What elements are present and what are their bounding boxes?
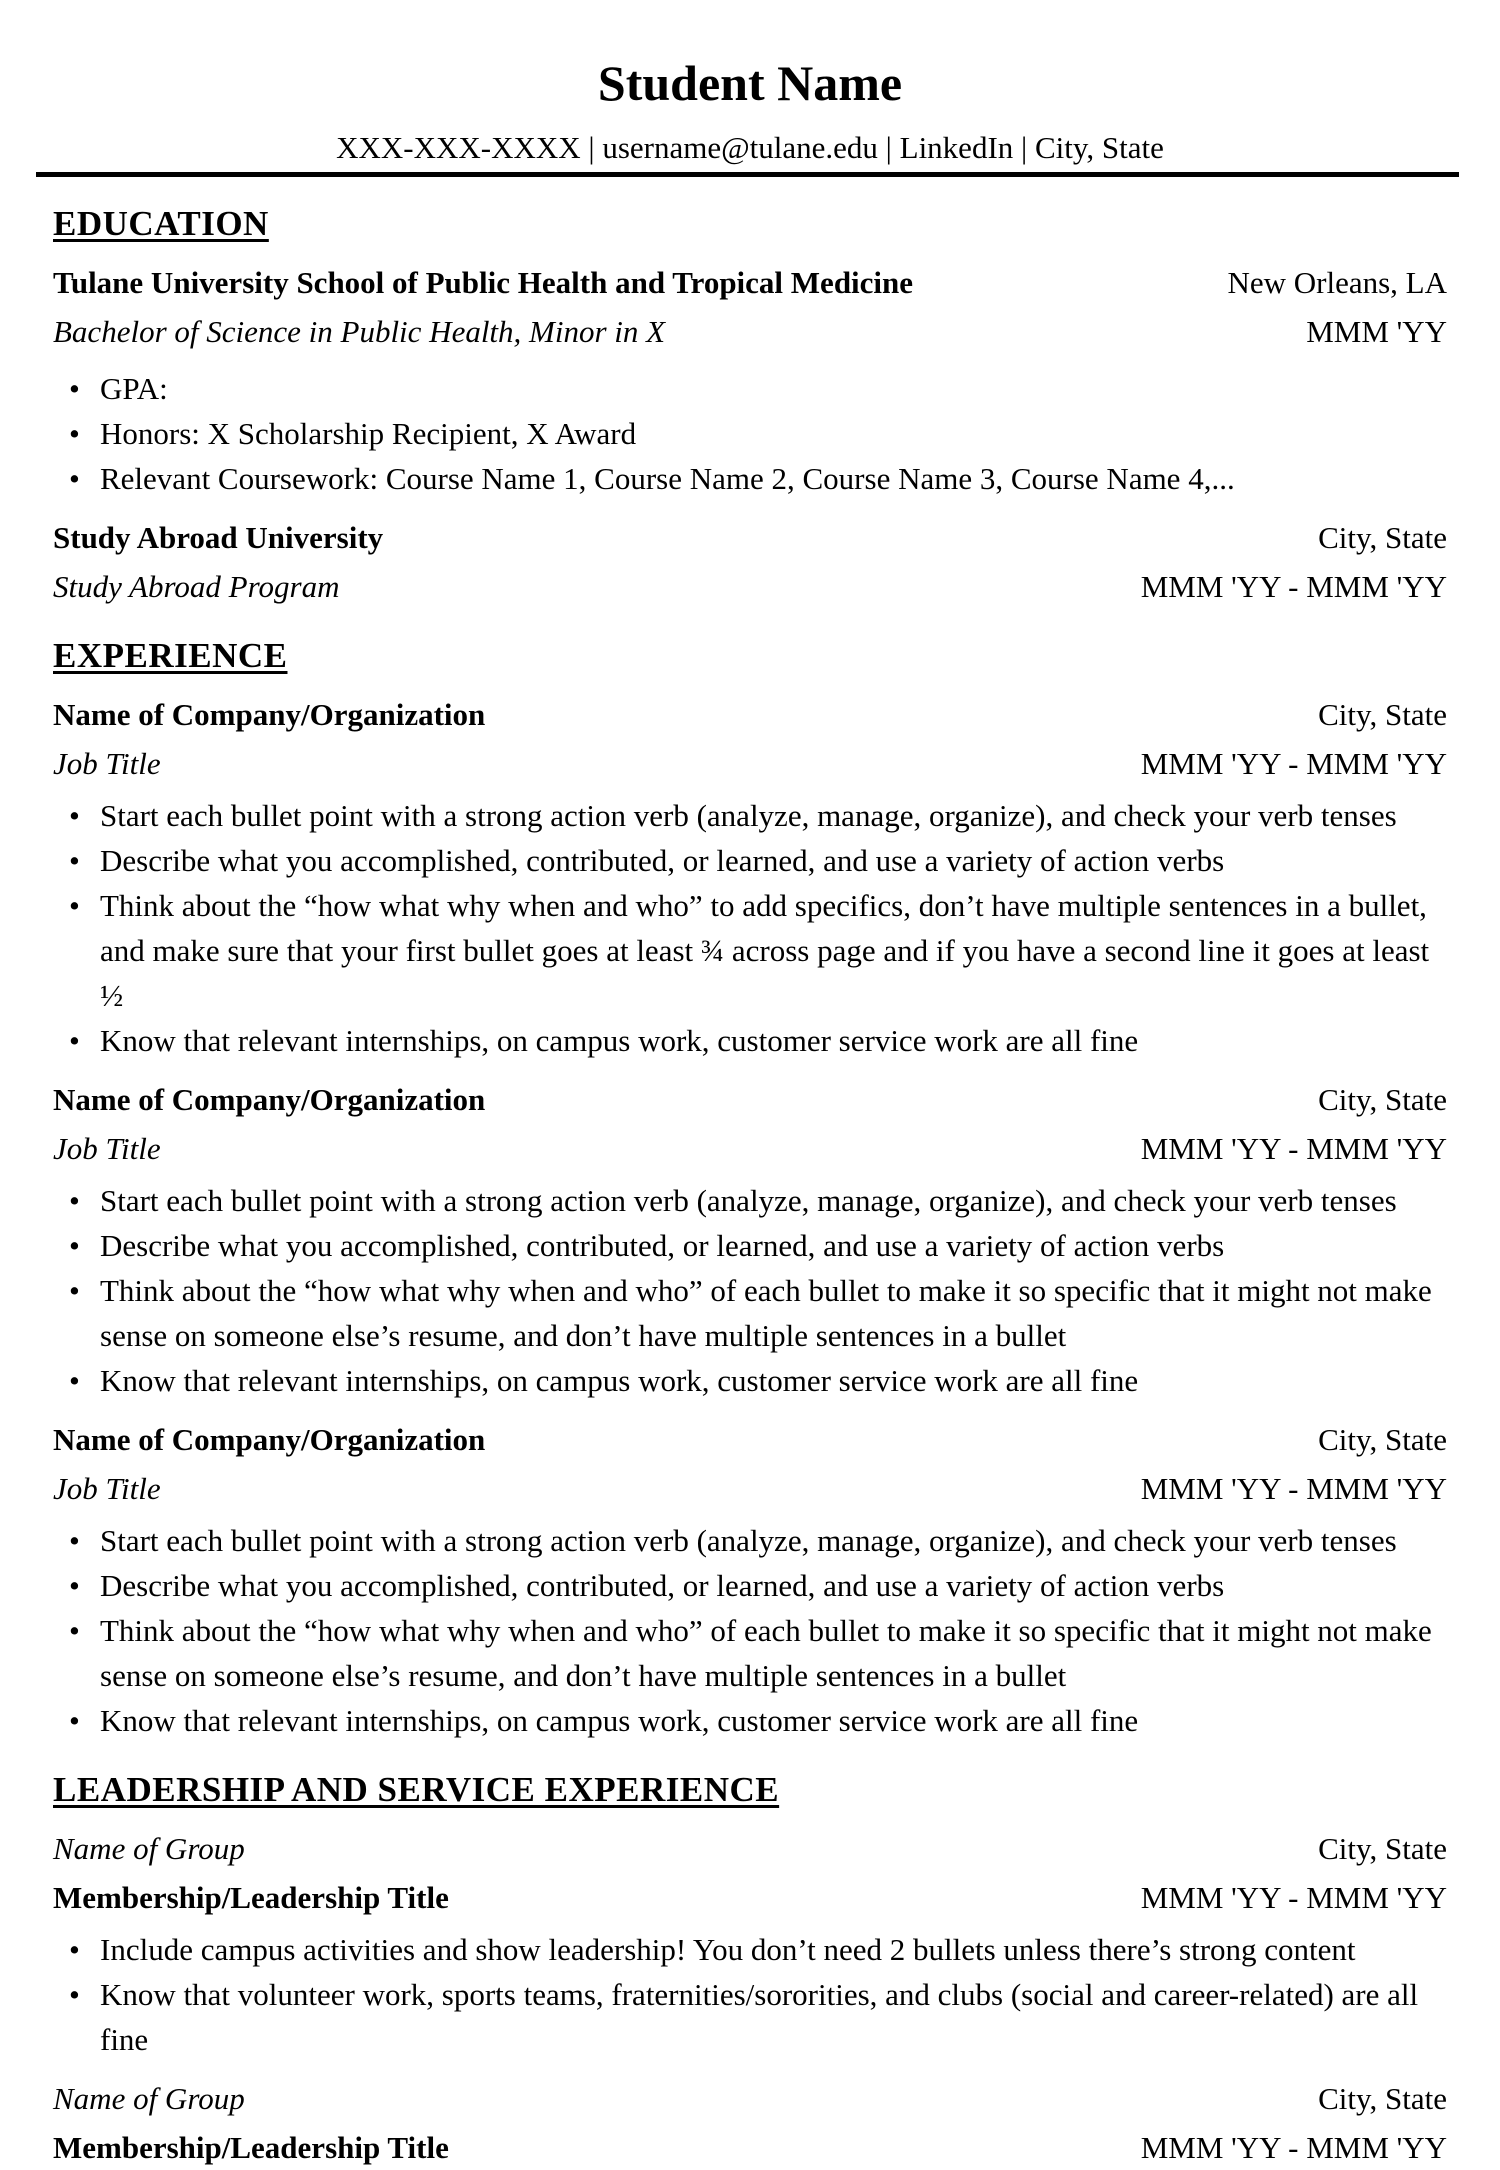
group-header-row bbox=[53, 2076, 1447, 2121]
bullet-item: • Include campus activities and show leadership! You don’t need 2 bullets unless there’s strong content bbox=[53, 1927, 1447, 1972]
degree-row bbox=[53, 564, 1447, 609]
experience-bullet-list bbox=[53, 1518, 1447, 1743]
job-title-row bbox=[53, 1126, 1447, 1171]
job-dates: MMM 'YY - MMM 'YY bbox=[1140, 1471, 1447, 1506]
degree-dates: MMM 'YY bbox=[1306, 314, 1447, 349]
leadership-entry bbox=[53, 2076, 1447, 2170]
header-divider bbox=[36, 172, 1459, 177]
bullet-item: • Think about the “how what why when and who” of each bullet to make it so specific that it might not make sense on someone else’s resume, and don’t have multiple sentences in a bullet bbox=[53, 1268, 1447, 1358]
program-dates: MMM 'YY - MMM 'YY bbox=[1140, 569, 1447, 604]
group-location: City, State bbox=[1318, 2081, 1447, 2116]
bullet-item: • Relevant Coursework: Course Name 1, Course Name 2, Course Name 3, Course Name 4,... bbox=[53, 456, 1447, 501]
school-header-row bbox=[53, 260, 1447, 305]
membership-dates: MMM 'YY - MMM 'YY bbox=[1140, 1880, 1447, 1915]
bullet-item: • Know that relevant internships, on campus work, customer service work are all fine bbox=[53, 1358, 1447, 1403]
company-name: Name of Company/Organization bbox=[53, 1082, 486, 1117]
job-title-row bbox=[53, 1466, 1447, 1511]
company-location: City, State bbox=[1318, 1422, 1447, 1457]
bullet-item: • Start each bullet point with a strong action verb (analyze, manage, organize), and check your verb tenses bbox=[53, 1178, 1447, 1223]
job-title: Job Title bbox=[53, 1471, 161, 1506]
group-name: Name of Group bbox=[53, 2081, 245, 2116]
job-title-row bbox=[53, 741, 1447, 786]
membership-title: Membership/Leadership Title bbox=[53, 1880, 449, 1915]
bullet-item: • Honors: X Scholarship Recipient, X Award bbox=[53, 411, 1447, 456]
company-location: City, State bbox=[1318, 1082, 1447, 1117]
education-entry bbox=[53, 515, 1447, 609]
school-location: New Orleans, LA bbox=[1227, 265, 1447, 300]
bullet-item: • Think about the “how what why when and who” to add specifics, don’t have multiple sentences in a bullet, and make sure that your first bullet goes at least ¾ across page and if you have a second line it goes at least ½ bbox=[53, 883, 1447, 1018]
company-header-row bbox=[53, 1077, 1447, 1122]
education-bullet-list bbox=[53, 366, 1447, 501]
experience-bullet-list bbox=[53, 1178, 1447, 1403]
education-heading: EDUCATION bbox=[53, 204, 269, 243]
experience-entry bbox=[53, 692, 1447, 1063]
school-name: Tulane University School of Public Health and Tropical Medicine bbox=[53, 265, 914, 300]
job-dates: MMM 'YY - MMM 'YY bbox=[1140, 1131, 1447, 1166]
student-name: Student Name bbox=[597, 55, 903, 111]
bullet-item: • Know that volunteer work, sports teams, fraternities/sororities, and clubs (social and career-related) are all fine bbox=[53, 1972, 1447, 2062]
group-header-row bbox=[53, 1826, 1447, 1871]
leadership-entry bbox=[53, 1826, 1447, 2062]
company-header-row bbox=[53, 692, 1447, 737]
group-location: City, State bbox=[1318, 1831, 1447, 1866]
degree-row bbox=[53, 309, 1447, 354]
program-name: Study Abroad Program bbox=[53, 569, 340, 604]
contact-line: XXX-XXX-XXXX | username@tulane.edu | LinkedIn | City, State bbox=[336, 130, 1164, 165]
bullet-item: • GPA: bbox=[53, 366, 1447, 411]
bullet-item: • Think about the “how what why when and who” of each bullet to make it so specific that it might not make sense on someone else’s resume, and don’t have multiple sentences in a bullet bbox=[53, 1608, 1447, 1698]
school-header-row bbox=[53, 515, 1447, 560]
bullet-item: • Describe what you accomplished, contributed, or learned, and use a variety of action verbs bbox=[53, 1223, 1447, 1268]
company-location: City, State bbox=[1318, 697, 1447, 732]
bullet-item: • Know that relevant internships, on campus work, customer service work are all fine bbox=[53, 1018, 1447, 1063]
job-title: Job Title bbox=[53, 746, 161, 781]
school-location: City, State bbox=[1318, 520, 1447, 555]
company-name: Name of Company/Organization bbox=[53, 1422, 486, 1457]
bullet-item: • Start each bullet point with a strong action verb (analyze, manage, organize), and check your verb tenses bbox=[53, 793, 1447, 838]
experience-bullet-list bbox=[53, 793, 1447, 1063]
experience-entry bbox=[53, 1077, 1447, 1403]
membership-title: Membership/Leadership Title bbox=[53, 2130, 449, 2165]
group-name: Name of Group bbox=[53, 1831, 245, 1866]
job-title: Job Title bbox=[53, 1131, 161, 1166]
leadership-bullet-list bbox=[53, 1927, 1447, 2062]
school-name: Study Abroad University bbox=[53, 520, 384, 555]
experience-entry bbox=[53, 1417, 1447, 1743]
company-name: Name of Company/Organization bbox=[53, 697, 486, 732]
leadership-heading: LEADERSHIP AND SERVICE EXPERIENCE bbox=[53, 1770, 780, 1809]
bullet-item: • Describe what you accomplished, contributed, or learned, and use a variety of action verbs bbox=[53, 838, 1447, 883]
bullet-item: • Know that relevant internships, on campus work, customer service work are all fine bbox=[53, 1698, 1447, 1743]
bullet-item: • Describe what you accomplished, contributed, or learned, and use a variety of action verbs bbox=[53, 1563, 1447, 1608]
membership-title-row bbox=[53, 2125, 1447, 2170]
experience-heading: EXPERIENCE bbox=[53, 636, 288, 675]
education-entry bbox=[53, 260, 1447, 501]
membership-dates: MMM 'YY - MMM 'YY bbox=[1140, 2130, 1447, 2165]
bullet-item: • Start each bullet point with a strong action verb (analyze, manage, organize), and check your verb tenses bbox=[53, 1518, 1447, 1563]
degree-name: Bachelor of Science in Public Health, Minor in X bbox=[53, 314, 666, 349]
membership-title-row bbox=[53, 1875, 1447, 1920]
job-dates: MMM 'YY - MMM 'YY bbox=[1140, 746, 1447, 781]
company-header-row bbox=[53, 1417, 1447, 1462]
